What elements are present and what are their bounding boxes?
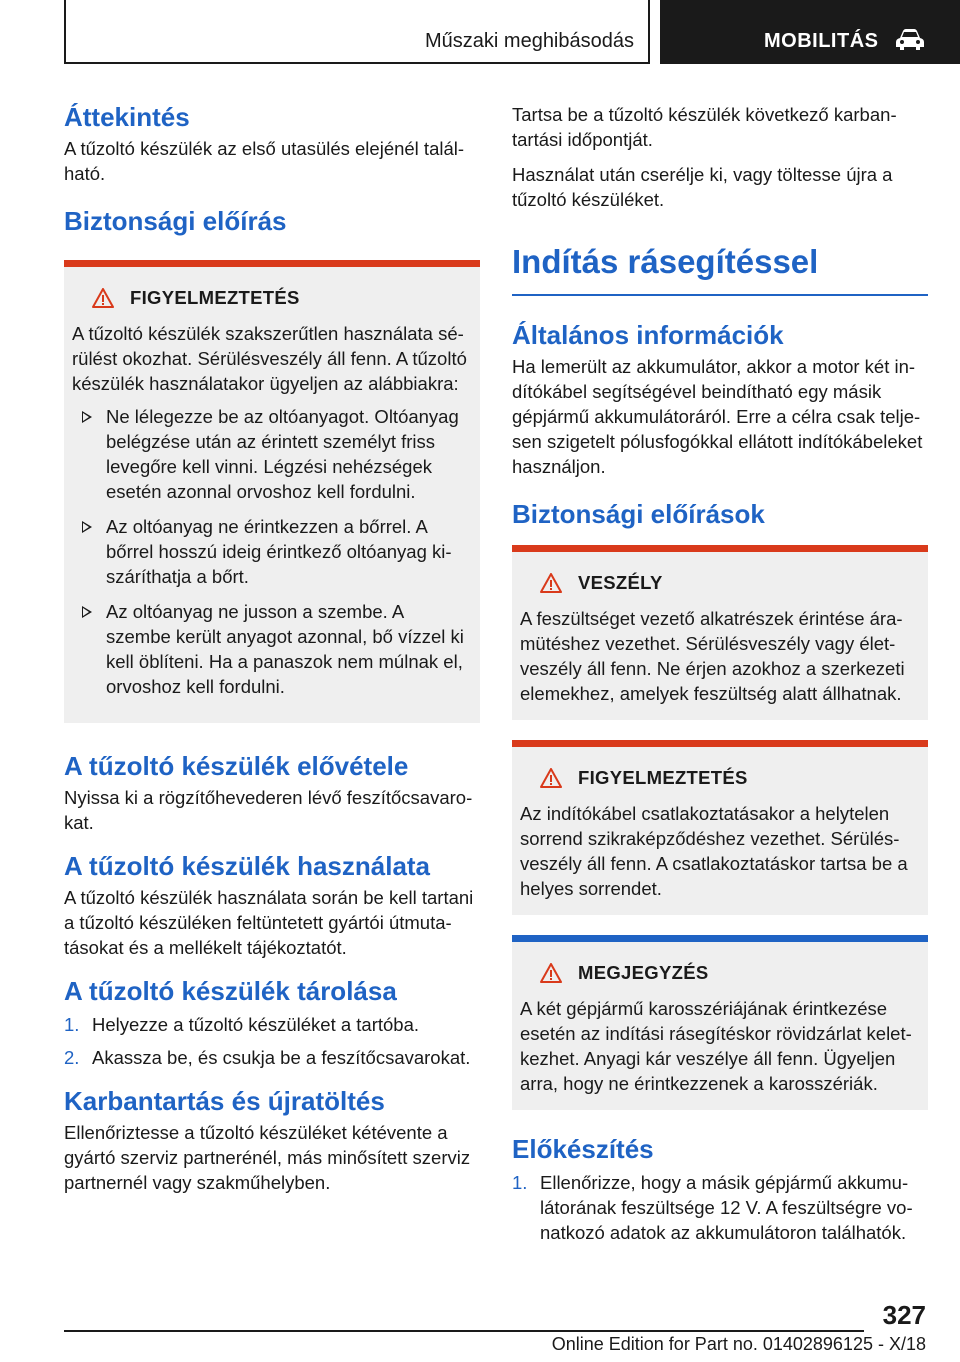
warning-label-2: FIGYELMEZTETÉS: [578, 767, 748, 788]
paragraph-maintenance-2: Tartsa be a tűzoltó készülék következő karbantartási időpontját.: [512, 104, 897, 150]
arrow-bullet-icon: [82, 411, 92, 423]
bullet-item: Ne lélegezze be az oltóanyagot. Oltóanyag belégzése után az érintett személyt friss levegőre kell vinni. Légzési nehézségek esetén azonnal orvoshoz kell fordulni.: [72, 404, 472, 504]
paragraph-maintenance-3: Használat után cserélje ki, vagy töltesse újra a tűzoltó készüléket.: [512, 164, 893, 210]
danger-title-row: [520, 552, 920, 604]
heading-jump-start: Indítás rásegítéssel: [512, 242, 928, 296]
warning-box: [64, 260, 480, 723]
bullet-item: Az oltóanyag ne érintkezzen a bőrrel. A bőrrel hosszú ideig érintkező oltóanyag kiszáríthatja a bőrt.: [72, 514, 472, 589]
warning-triangle-icon: [540, 573, 562, 593]
heading-remove: A tűzoltó készülék elővétele: [64, 751, 409, 781]
paragraph-use: A tűzoltó készülék használata során be kell tartani a tűzoltó készüléken feltüntetett gyártói útmutatásokat és a mellékelt tájékoztatót.: [64, 887, 474, 958]
warning-bullet-list: [72, 404, 472, 699]
heading-maintenance: Karbantartás és újratöltés: [64, 1086, 385, 1116]
chapter-tab-label: MOBILITÁS: [764, 30, 879, 52]
heading-store: A tűzoltó készülék tárolása: [64, 976, 397, 1006]
warning-label: FIGYELMEZTETÉS: [130, 287, 300, 308]
paragraph-remove: Nyissa ki a rögzítőhevederen lévő feszítőcsavarokat.: [64, 787, 473, 833]
step-item: 2. Akassza be, és csukja be a feszítőcsavarokat.: [64, 1047, 471, 1068]
note-box: [512, 935, 928, 1110]
danger-box: [512, 545, 928, 720]
car-icon: [894, 28, 926, 52]
step-item: 1. Ellenőrizze, hogy a másik gépjármű akkumulátorának feszültsége 12 V. A feszültségre vonatkozó adatok az akkumulátoron találhatók.: [512, 1172, 913, 1243]
danger-text: A feszültséget vezető alkatrészek érintése áramütéshez vezethet. Sérülésveszély vagy életveszély áll fenn. Ne érjen azokhoz a szerkezeti elemekhez, amelyek feszültség alatt állhatnak.: [520, 608, 905, 704]
heading-use: A tűzoltó készülék használata: [64, 851, 431, 881]
store-steps-list: [64, 1012, 480, 1070]
warning-triangle-icon: [540, 963, 562, 983]
heading-general-info: Általános információk: [512, 320, 784, 350]
note-text: A két gépjármű karosszériájának érintkezése esetén az indítási rásegítéskor rövidzárlat keletkezhet. Anyagi kár veszélye áll fenn. Ügyeljen arra, hogy ne érintkezzenek a karosszériák.: [520, 998, 912, 1094]
warning-text: A tűzoltó készülék szakszerűtlen használata sérülést okozhat. Sérülésveszély áll fenn. A tűzoltó készülék használatakor ügyeljen az alábbiakra:: [72, 323, 467, 394]
step-number: 1.: [512, 1172, 528, 1193]
warning-triangle-icon: [92, 288, 114, 308]
chapter-tab[interactable]: [660, 0, 960, 64]
page-header: [0, 0, 960, 66]
page-number: 327: [882, 1300, 926, 1330]
warning-title-row: [72, 267, 472, 319]
warning-box-2: [512, 740, 928, 915]
bullet-item: Az oltóanyag ne jusson a szembe. A szembe került anyagot azonnal, bő vízzel ki kell öblíteni. Ha a panaszok nem múlnak el, orvoshoz kell fordulni.: [72, 599, 472, 699]
paragraph-general-info: Ha lemerült az akkumulátor, akkor a motor két indítókábel segítségével beindítható egy másik gépjármű akkumulátoráról. Erre a célra csak teljesen szigetelt pólusfogókkal ellátott indítókábeleket használjon.: [512, 356, 923, 477]
heading-overview: Áttekintés: [64, 102, 190, 132]
heading-safety: Biztonsági előírás: [64, 206, 287, 236]
note-title-row: [520, 942, 920, 994]
section-title: Műszaki meghibásodás: [425, 30, 634, 52]
paragraph-maintenance: Ellenőriztesse a tűzoltó készüléket kétévente a gyártó szerviz partnerénél, más minősített szerviz partnernél vagy szakműhelyben.: [64, 1122, 471, 1193]
paragraph-overview: A tűzoltó készülék az első utasülés elejénél található.: [64, 138, 465, 184]
step-item: 1. Helyezze a tűzoltó készüléket a tartóba.: [64, 1014, 420, 1035]
warning-text-2: Az indítókábel csatlakoztatásakor a helytelen sorrend szikraképződéshez vezethet. Sérülésveszély áll fenn. A csatlakoztatáskor tartsa be a helyes sorrendet.: [520, 803, 908, 899]
prep-steps-list: [512, 1170, 928, 1245]
footer-divider: [64, 1330, 864, 1332]
arrow-bullet-icon: [82, 521, 92, 533]
warning-triangle-icon: [540, 768, 562, 788]
note-label: MEGJEGYZÉS: [578, 962, 709, 983]
danger-label: VESZÉLY: [578, 572, 663, 593]
left-column: [64, 100, 480, 1195]
step-number: 1.: [64, 1014, 80, 1035]
heading-safety-rules: Biztonsági előírások: [512, 499, 765, 529]
footer-edition: Online Edition for Part no. 01402896125 - X/18: [551, 1334, 926, 1354]
section-header-box: [64, 0, 650, 64]
arrow-bullet-icon: [82, 606, 92, 618]
heading-preparation: Előkészítés: [512, 1134, 654, 1164]
warning-title-row-2: [520, 747, 920, 799]
step-number: 2.: [64, 1047, 80, 1068]
right-column: [512, 100, 928, 1253]
